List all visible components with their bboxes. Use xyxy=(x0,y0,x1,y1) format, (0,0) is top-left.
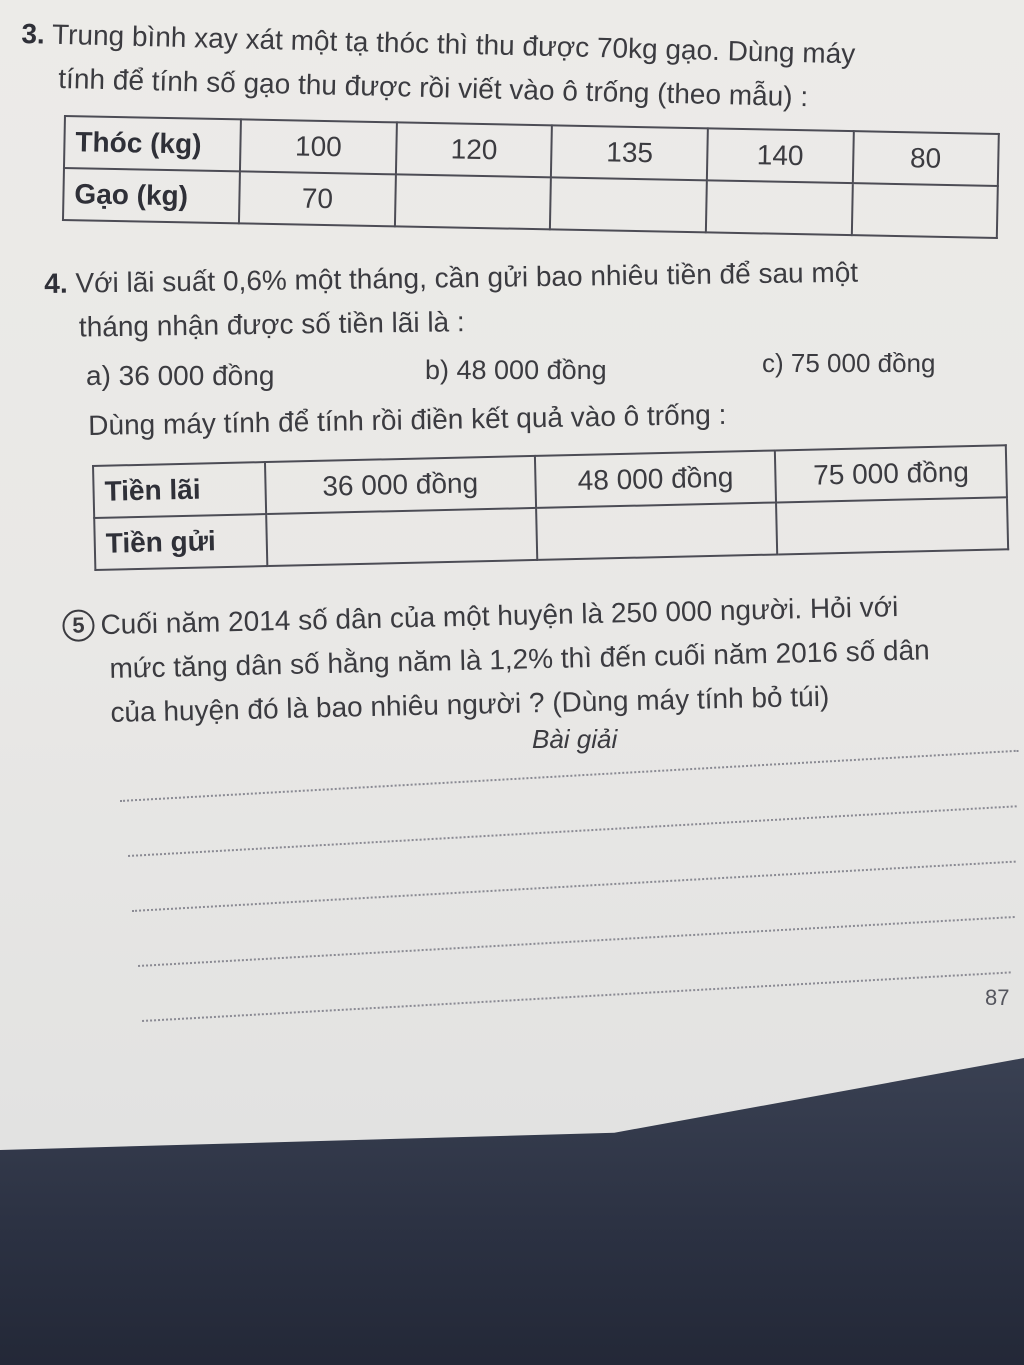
question-5-number: 5 xyxy=(62,609,95,642)
cell-value: 140 xyxy=(707,128,853,183)
cell-value: 48 000 đồng xyxy=(535,450,777,507)
question-4-line-1: Với lãi suất 0,6% một tháng, cần gửi bao nhiêu tiền để sau một xyxy=(75,256,859,299)
row-label-gao: Gạo (kg) xyxy=(63,168,240,223)
cell-value: 75 000 đồng xyxy=(775,445,1007,502)
table-rice xyxy=(62,115,1000,239)
cell-value: 36 000 đồng xyxy=(265,456,536,514)
answer-line[interactable] xyxy=(132,861,1016,912)
answer-line[interactable] xyxy=(128,805,1017,857)
answer-cell[interactable] xyxy=(851,183,997,238)
answer-line[interactable] xyxy=(138,916,1015,967)
question-3-number: 3. xyxy=(21,17,46,50)
answer-line[interactable] xyxy=(120,750,1019,802)
cell-value: 70 xyxy=(239,171,396,226)
answer-cell[interactable] xyxy=(266,508,537,566)
answer-cell[interactable] xyxy=(395,174,552,229)
page-number: 87 xyxy=(985,985,1010,1010)
question-4-number: 4. xyxy=(44,267,68,299)
answer-line[interactable] xyxy=(142,971,1011,1022)
cell-value: 100 xyxy=(240,119,397,174)
cell-value: 80 xyxy=(852,131,998,186)
question-4-line-2: tháng nhận được số tiền lãi là : xyxy=(78,306,465,343)
question-3 xyxy=(20,12,856,120)
answer-cell[interactable] xyxy=(706,180,852,235)
question-5-line-1: Cuối năm 2014 số dân của một huyện là 250 000 người. Hỏi với xyxy=(100,591,899,641)
answer-cell[interactable] xyxy=(550,177,707,232)
question-3-line-1: Trung bình xay xát một tạ thóc thì thu được 70kg gạo. Dùng máy xyxy=(51,18,856,70)
option-b: b) 48 000 đồng xyxy=(425,355,607,385)
question-4-instruction: Dùng máy tính để tính rồi điền kết quả vào ô trống : xyxy=(88,398,727,441)
question-5-line-3: của huyện đó là bao nhiêu người ? (Dùng máy tính bỏ túi) xyxy=(110,680,830,728)
row-label-tien-lai: Tiền lãi xyxy=(93,462,266,518)
row-label-thoc: Thóc (kg) xyxy=(64,116,241,171)
answer-cell[interactable] xyxy=(536,502,778,559)
cell-value: 120 xyxy=(396,122,553,177)
question-4 xyxy=(44,251,859,350)
table-interest xyxy=(92,444,1009,571)
option-c: c) 75 000 đồng xyxy=(762,348,936,378)
question-5-line-2: mức tăng dân số hằng năm là 1,2% thì đến cuối năm 2016 số dân xyxy=(109,634,931,684)
solution-label: Bài giải xyxy=(532,724,618,754)
cell-value: 135 xyxy=(551,125,708,180)
question-3-line-2: tính để tính số gạo thu được rồi viết vào ô trống (theo mẫu) : xyxy=(58,62,809,113)
option-a: a) 36 000 đồng xyxy=(86,360,275,391)
answer-cell[interactable] xyxy=(776,497,1008,554)
row-label-tien-gui: Tiền gửi xyxy=(94,514,267,570)
question-5 xyxy=(62,584,931,736)
